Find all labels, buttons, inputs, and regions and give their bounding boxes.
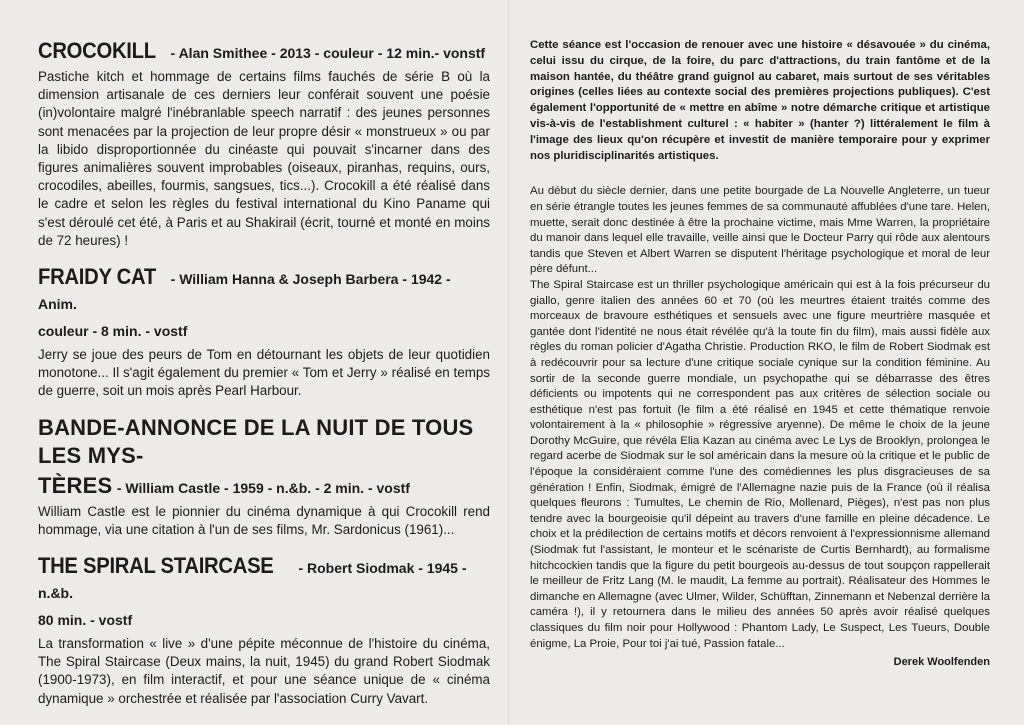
- film-description: Pastiche kitch et hommage de certains films fauchés de série B où la dimension artisanale de ces derniers leur conférait souvent une poésie (in)volontaire malgré l'inébranlable speech narratif : des jeunes personnes sont menacées par la projection de leur propre désir « monstrueux » ou par la libido disproportionnée du cinéaste qui pouvait s'incarner dans des figures animalières souvent improbables (oiseaux, piranhas, requins, ours, crocodiles, abeilles, fourmis, sangsues, tics...). Crocokill a été réalisé dans le cadre et selon les règles du festival international du Kino Paname qui s'est déroulé cet été, à Paris et au Shakirail (écrit, tourné et monté en moins de 72 heures) !: [38, 69, 490, 248]
- film-entry-crocokill: [38, 38, 490, 250]
- film-entry-spiral-staircase: [38, 553, 490, 708]
- right-column: [530, 38, 990, 668]
- intro-paragraph: Cette séance est l'occasion de renouer avec une histoire « désavouée » du cinéma, celui issu du cirque, de la foire, du parc d'attractions, du train fantôme et de la maison hantée, du théâtre grand guignol au cabaret, mais surtout de ses véritables origines (celles liées au contexte social des premières projections publiques). C'est également l'opportunité de « mettre en abîme » notre démarche critique et artistique vis-à-vis de l'establishment culturel : « habiter » (hanter ?) littéralement le film à l'image des lieux qu'on récupère et investit de manière temporaire pour y exprimer nos pluridisciplinarités artistiques.: [530, 39, 990, 162]
- film-title: CROCOKILL: [38, 38, 156, 63]
- film-credits-continued: 80 min. - vostf: [38, 612, 133, 629]
- analysis-paragraph: The Spiral Staircase est un thriller psychologique américain qui est à la fois précurseur du giallo, genre italien des années 60 et 70 (où les meurtres étaient traités comme des morceaux de bravoure esthétiques et sensuels avec une figure meurtrière masquée et gantée dont l'identité ne nous était révélée qu'à la toute fin du film), mais aussi fidèle aux règles du roman policier d'Agatha Christie. Production RKO, le film de Robert Siodmak est à redécouvrir pour sa lecture d'une critique sociale cynique sur la condition féminine. Au sortir de la seconde guerre mondiale, un psychopathe qui se débarrasse des êtres déficients ou impotents qui ne correspondent pas aux critères de sélection sociale ou esthétique n'est pas fortuit (le film a été réalisé en 1945 et cette thématique renvoie volontairement à la « philosophie » régressive aryenne). De même le choix de la jeune Dorothy McGuire, que révéla Elia Kazan au cinéma avec Le Lys de Brooklyn, prolongea le regard acerbe de Siodmak sur le sol américain dans la mesure où la critique et le public de l'époque la considéraient comme l'une des comédiennes les plus disgracieuses de sa génération ! Enfin, Siodmak, émigré de l'Allemagne nazie puis de la France (où il réalisa quelques fleurons : Tumultes, Le chemin de Rio, Mollenard, Pièges), n'est pas non plus tendre avec la bourgeoisie qu'il dépeint au travers d'une famille en pleine décadence. Le choix et la prédilection de certains motifs et décors renvoient à l'expressionnisme allemand (Siodmak fut l'assistant, le monteur et le scénariste de Curtis Bernhardt), au formalisme hitchcockien tandis que la figure du petit bourgeois au-dessus de tout soupçon rappellerait le meilleur de Fritz Lang (M. le maudit, La femme au portrait). Réalisateur des Hommes le dimanche en Allemagne (avec Ulmer, Wilder, Schüfftan, Zinnemann et Nebenzal derrière la caméra !), il y retournera dans le milieu des années 50 après avoir réalisé quelques classiques du film noir pour Hollywood : Phantom Lady, Le Suspect, Les Tueurs, Double énigme, La Proie, Pour toi j'ai tué, Passion fatale...: [530, 278, 990, 650]
- film-description: La transformation « live » d'une pépite méconnue de l'histoire du cinéma, The Spiral Staircase (Deux mains, la nuit, 1945) du grand Robert Siodmak (1900-1973), en film interactif, et pour une séance unique de « cinéma dynamique » orchestrée et réalisée par l'association Curry Vavart.: [38, 636, 490, 706]
- synopsis-paragraph: Au début du siècle dernier, dans une petite bourgade de La Nouvelle Angleterre, un tueur en série étrangle toutes les jeunes femmes de sa communauté affublées d'une tare. Helen, muette, serait donc destinée à être la prochaine victime, mais Mme Warren, la propriétaire du manoir dans lequel elle travaille, veille ainsi que le Docteur Parry qui rôde aux alentours tandis que Steven et Albert Warren se disputent l'héritage psychologique et moral de leur père défunt...: [530, 185, 990, 276]
- film-title: BANDE-ANNONCE DE LA NUIT DE TOUS LES MYS-: [38, 414, 474, 468]
- film-title: THE SPIRAL STAIRCASE: [38, 553, 274, 579]
- film-title-continued: TÈRES: [38, 472, 113, 498]
- author-signature: Derek Woolfenden: [893, 656, 990, 669]
- film-credits: - William Castle - 1959 - n.&b. - 2 min. - vostf: [116, 479, 410, 496]
- film-credits: - Robert Siodmak - 1945 - n.&b.: [38, 560, 467, 602]
- film-description: William Castle est le pionnier du cinéma dynamique à qui Crocokill rend hommage, via une citation à l'un de ses films, Mr. Sardonicus (1961)...: [38, 503, 490, 537]
- film-credits-continued-row: [38, 319, 490, 344]
- film-heading: [38, 553, 490, 606]
- page-fold: [508, 0, 510, 725]
- film-entry-bande-annonce: [38, 415, 490, 539]
- film-heading: [38, 264, 490, 317]
- film-credits-continued: couleur - 8 min. - vostf: [38, 323, 188, 340]
- film-description: Jerry se joue des peurs de Tom en détournant les objets de leur quotidien monotone... Il s'agit également du premier « Tom et Jerry » réalisé en temps de guerre, soit un mois après Pearl Harbour.: [38, 347, 490, 399]
- film-heading: [38, 38, 490, 66]
- film-heading: [38, 415, 490, 471]
- film-entry-fraidy-cat: [38, 264, 490, 401]
- film-heading-continued: [38, 473, 490, 501]
- film-credits-continued-row: [38, 608, 490, 633]
- film-title: FRAIDY CAT: [38, 264, 156, 290]
- film-credits: - William Hanna & Joseph Barbera - 1942 - Anim.: [38, 271, 451, 313]
- left-column: [38, 38, 490, 722]
- film-credits: - Alan Smithee - 2013 - couleur - 12 min.- vonstf: [170, 45, 486, 61]
